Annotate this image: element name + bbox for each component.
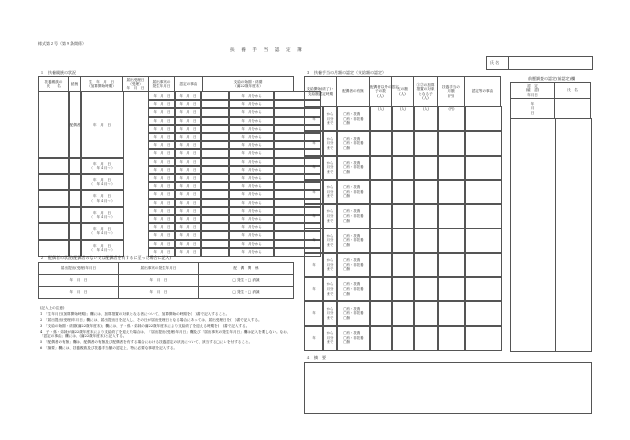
dep-row-6-0-col-6: 年 月分から [228, 239, 275, 249]
allow-row-6-col-3 [369, 252, 393, 278]
right-heading: 前歴調査の認定(前認定)欄 [528, 76, 576, 81]
col-spouse-received: 届出提出(受理)年月日 [39, 263, 119, 275]
dep-row-4-1-col-6: 年 月分から [228, 214, 275, 224]
allow-row-5-col-7 [464, 228, 502, 254]
allow-row-0-col-0: 年 [304, 106, 324, 132]
dep-row-0-7-col-3: 年 月 日 [148, 148, 176, 158]
allow-row-1-col-0: 年 [304, 130, 324, 156]
allow-row-6-col-5 [413, 252, 439, 278]
dep-row-4-0-col-6: 年 月分から [228, 206, 275, 216]
col-period: 支給の始期・終期 （満22歳年度末） [203, 77, 294, 92]
allow-row-5-col-4 [391, 228, 415, 254]
remarks-box [304, 362, 592, 414]
allow-row-3-col-6 [437, 179, 466, 205]
allow-row-4-col-1: から 月分 まで [322, 203, 338, 229]
allow-row-0-col-2: □有・扶養 □有・非扶養 □無 [336, 106, 371, 132]
col-certification-reason: 認定等の事由 [465, 77, 501, 107]
dep-row-2-0-col-6: 年 月分から [228, 173, 275, 183]
allow-row-1-col-6 [437, 130, 466, 156]
col-monthly-amount: 扶養手当の 月額 (円) [438, 77, 465, 107]
prior-table-body [510, 118, 592, 352]
col-spouse-fact: 届出事実の発生年月日 [119, 263, 199, 275]
allow-row-9-col-7 [464, 325, 502, 351]
allow-row-2-col-3 [369, 155, 393, 181]
col-received-date: 届出受理日 （受理） 年 月 日 [123, 77, 149, 92]
allow-row-6-col-4 [391, 252, 415, 278]
dep-row-0-4-col-4: 年 月 日 [174, 124, 202, 134]
dep-row-0-7-col-4: 年 月 日 [174, 148, 202, 158]
allow-row-3-col-7 [464, 179, 502, 205]
col-certified-date: 認 定 (確 認) 年月日 [511, 83, 555, 99]
allow-row-5-col-2: □有・扶養 □有・非扶養 □無 [336, 228, 371, 254]
dep-row-0-0-col-4: 年 月 日 [174, 91, 202, 101]
dep-row-4-1-col-4: 年 月 日 [174, 214, 202, 224]
dep-row-2-0-col-3: 年 月 日 [148, 173, 176, 183]
allow-row-9-col-2: □有・扶養 □有・非扶養 □無 [336, 325, 371, 351]
allow-row-3-col-3 [369, 179, 393, 205]
allow-row-1-col-2: □有・扶養 □有・非扶養 □無 [336, 130, 371, 156]
dep-row-1-0-col-4: 年 月 日 [174, 157, 202, 167]
dep-row-5-0-col-4: 年 月 日 [174, 222, 202, 232]
dep-row-3-1-col-3: 年 月 日 [148, 198, 176, 208]
allow-row-8-col-6 [437, 300, 466, 326]
allow-row-8-col-5 [413, 300, 439, 326]
allow-row-0-col-1: から 月分 まで [322, 106, 338, 132]
allow-row-7-col-5 [413, 276, 439, 302]
allow-row-4-col-5 [413, 203, 439, 229]
dep-cell-3-2: 年 月 日 （ 年４月〜） [80, 189, 124, 207]
col-relation: 続柄 [69, 77, 81, 92]
dep-row-0-3-col-4: 年 月 日 [174, 116, 202, 126]
dep-row-0-2-col-6: 年 月分から [228, 107, 275, 117]
dep-cell-5-2: 年 月 日 （ 年４月〜） [80, 222, 124, 240]
col-certifier-name: 氏 名 [555, 83, 591, 99]
prior-row1-date: 年 月 日 [511, 99, 555, 119]
notes-list [40, 312, 295, 350]
allow-row-2-col-0: 年 [304, 155, 324, 181]
allow-row-8-col-1: から 月分 まで [322, 300, 338, 326]
allow-row-9-col-0: 年 [304, 325, 324, 351]
allow-row-1-col-3 [369, 130, 393, 156]
dep-row-5-1-col-6: 年 月分から [228, 230, 275, 240]
allow-row-5-col-0: 年 [304, 228, 324, 254]
allow-row-9-col-3 [369, 325, 393, 351]
note-item: 1 「生年月日(加算開始時期)」欄には、加算措置の対象となる者について、加算開始の時期を( )書で記入すること。 [40, 311, 230, 316]
allow-row-7-col-6 [437, 276, 466, 302]
dep-row-0-4-col-6: 年 月分から [228, 124, 275, 134]
dep-cell-2-2: 年 月 日 （ 年４月〜） [80, 173, 124, 191]
allow-row-9-col-4 [391, 325, 415, 351]
allow-row-3-col-1: から 月分 まで [322, 179, 338, 205]
allow-row-5-col-5 [413, 228, 439, 254]
dep-row-0-6-col-3: 年 月 日 [148, 140, 176, 150]
allow-row-6-col-2: □有・扶養 □有・非扶養 □無 [336, 252, 371, 278]
allow-row-3-col-5 [413, 179, 439, 205]
section1-heading: １ 扶養親族の状況 [40, 70, 76, 75]
allow-row-7-col-3 [369, 276, 393, 302]
allow-row-0-col-5: (人) [413, 106, 439, 132]
allow-row-7-col-0: 年 [304, 276, 324, 302]
allow-row-0-col-7 [464, 106, 502, 132]
dep-row-4-1-col-3: 年 月 日 [148, 214, 176, 224]
dep-row-5-1-col-4: 年 月 日 [174, 230, 202, 240]
dep-row-1-1-col-6: 年 月分から [228, 165, 275, 175]
allow-row-4-col-3 [369, 203, 393, 229]
allowance-table [304, 76, 501, 107]
dep-row-6-1-col-3: 年 月 日 [148, 247, 176, 257]
allow-row-5-col-3 [369, 228, 393, 254]
dep-row-0-5-col-6: 年 月分から [228, 132, 275, 142]
allow-row-2-col-5 [413, 155, 439, 181]
dep-row-3-0-col-3: 年 月 日 [148, 189, 176, 199]
allow-row-9-col-6 [437, 325, 466, 351]
name-box [486, 56, 593, 70]
spouse-row2-date: 年 月 日 [39, 287, 119, 299]
allow-row-1-col-1: から 月分 まで [322, 130, 338, 156]
prior-table [510, 82, 591, 119]
allow-row-8-col-2: □有・扶養 □有・非扶養 □無 [336, 300, 371, 326]
dep-row-5-0-col-6: 年 月分から [228, 222, 275, 232]
allow-row-7-col-1: から 月分 まで [322, 276, 338, 302]
col-spouse-status: 配偶者の有無 [337, 77, 370, 107]
section2-heading: ２ 配偶者の状況(配偶者のない又は配偶者を有するに至った場合に記入) [40, 255, 172, 260]
dep-row-0-1-col-3: 年 月 日 [148, 99, 176, 109]
allow-row-7-col-4 [391, 276, 415, 302]
col-child-count: 配偶者以外の認定 子の数 (人) [370, 77, 392, 107]
dep-row-6-0-col-4: 年 月 日 [174, 239, 202, 249]
dep-row-0-2-col-4: 年 月 日 [174, 107, 202, 117]
note-item: 2 「届出提出(受理)年月日」欄には、届出提出日を記入し、その日が届出受理日となる場合にあっては、届出受理日を( )書で記入する。 [40, 317, 262, 322]
note-item: 4 子・孫・弟妹が満22歳年度末により支給終了を迎えた場合は、「届出提出(受理)年月日」欄及び「届出事実の発生年月日」欄は記入を要しない。なお、「認定の事由」欄には、(満22歳年度末)と記入する。 [40, 329, 291, 339]
dep-row-4-0-col-3: 年 月 日 [148, 206, 176, 216]
dep-row-2-1-col-6: 年 月分から [228, 181, 275, 191]
section3-heading: ３ 扶養手当の月額の認定（支給額の認定） [306, 70, 386, 75]
allow-row-8-col-0: 年 [304, 300, 324, 326]
spouse-row2-option: □ 発生・□ 消滅 [199, 287, 294, 299]
dep-cell-1-2: 年 月 日 （ 年４月〜） [80, 157, 124, 175]
allow-row-1-col-4 [391, 130, 415, 156]
col-spouse-relation: 配 偶 関 係 [199, 263, 294, 275]
allow-row-0-col-3: (人) [369, 106, 393, 132]
note-item: 6 「摘要」欄には、扶養親族及び扶養手当額の認定上、特に必要な事項を記入する。 [40, 345, 178, 350]
dep-row-0-0-col-6: 年 月分から [228, 91, 275, 101]
note-item: 5 「配偶者の有無」欄は、配偶者の有無及び配偶者を有する場合における扶養認定の状況について、該当する□にレを付すること。 [40, 339, 253, 344]
allow-row-1-col-7 [464, 130, 502, 156]
dep-row-0-4-col-3: 年 月 日 [148, 124, 176, 134]
dep-row-4-0-col-4: 年 月 日 [174, 206, 202, 216]
col-start-period: 支給開始(終了)・ 支給額認定時期 [305, 77, 337, 107]
notes [40, 306, 295, 350]
allow-row-8-col-7 [464, 300, 502, 326]
dep-row-5-1-col-3: 年 月 日 [148, 230, 176, 240]
allow-row-4-col-0: 年 [304, 203, 324, 229]
form-number: 様式第２号（第９条関係） [38, 41, 86, 46]
prior-row1-name [555, 99, 591, 119]
col-addition-child: ①②の加算 措置の対象 となる子 (人) [414, 77, 438, 107]
allow-row-2-col-4 [391, 155, 415, 181]
notes-heading: (記入上の注意) [40, 306, 65, 310]
allow-row-3-col-4 [391, 179, 415, 205]
allow-row-3-col-0: 年 [304, 179, 324, 205]
dep-row-0-1-col-4: 年 月 日 [174, 99, 202, 109]
dep-cell-0-1: 配偶者 [68, 91, 82, 159]
dep-row-0-0-col-3: 年 月 日 [148, 91, 176, 101]
allow-row-4-col-4 [391, 203, 415, 229]
dep-row-0-1-col-6: 年 月分から [228, 99, 275, 109]
allow-row-0-col-4: (人) [391, 106, 415, 132]
allow-row-7-col-2: □有・扶養 □有・非扶養 □無 [336, 276, 371, 302]
allow-row-2-col-1: から 月分 まで [322, 155, 338, 181]
spouse-row1-fact: 年 月 日 [119, 275, 199, 287]
allow-row-7-col-7 [464, 276, 502, 302]
allow-row-6-col-0: 年 [304, 252, 324, 278]
section4-heading: ４ 摘 要 [306, 355, 326, 360]
allow-row-5-col-6 [437, 228, 466, 254]
dependents-table [38, 76, 294, 92]
dep-cell-0-2: 年 月 日 [80, 91, 124, 159]
dep-row-3-1-col-6: 年 月分から [228, 198, 275, 208]
col-fact-date: 届出事実の 発生年月日 [149, 77, 175, 92]
col-other-count: 左の額 (人) [392, 77, 414, 107]
page-title: 扶 養 手 当 認 定 簿 [230, 48, 303, 53]
allow-row-9-col-1: から 月分 まで [322, 325, 338, 351]
dep-row-1-0-col-3: 年 月 日 [148, 157, 176, 167]
dep-row-0-6-col-6: 年 月分から [228, 140, 275, 150]
dep-cell-0-0 [38, 91, 70, 159]
allow-row-9-col-5 [413, 325, 439, 351]
dep-row-2-1-col-4: 年 月 日 [174, 181, 202, 191]
dep-row-0-3-col-3: 年 月 日 [148, 116, 176, 126]
dep-row-0-3-col-6: 年 月分から [228, 116, 275, 126]
dep-cell-4-2: 年 月 日 （ 年４月〜） [80, 206, 124, 224]
spouse-row1-date: 年 月 日 [39, 275, 119, 287]
allow-row-0-col-6: (円) [437, 106, 466, 132]
dep-row-6-1-col-5 [200, 247, 230, 257]
dep-row-2-0-col-4: 年 月 日 [174, 173, 202, 183]
col-dependent-name: 扶養親族の 氏 名 [39, 77, 69, 92]
dep-row-0-6-col-4: 年 月 日 [174, 140, 202, 150]
spouse-row1-option: □ 発生・□ 消滅 [199, 275, 294, 287]
allow-row-1-col-5 [413, 130, 439, 156]
col-birthdate: 生 年 月 日 （加算開始時期） [81, 77, 123, 92]
allow-row-3-col-2: □有・扶養 □有・非扶養 □無 [336, 179, 371, 205]
allow-row-8-col-3 [369, 300, 393, 326]
note-item: 3 「支給の始期・終期(満22歳年度末)」欄には、子・孫・弟妹の満22歳年度末により支給終了を迎える時期を( )書で記入する。 [40, 323, 250, 328]
dep-row-1-1-col-4: 年 月 日 [174, 165, 202, 175]
allow-row-6-col-1: から 月分 まで [322, 252, 338, 278]
dep-row-5-0-col-3: 年 月 日 [148, 222, 176, 232]
dep-row-3-0-col-6: 年 月分から [228, 189, 275, 199]
dep-row-3-0-col-4: 年 月 日 [174, 189, 202, 199]
spouse-row2-fact: 年 月 日 [119, 287, 199, 299]
spouse-table [38, 262, 294, 299]
dep-row-0-5-col-4: 年 月 日 [174, 132, 202, 142]
allow-row-2-col-7 [464, 155, 502, 181]
allow-row-4-col-7 [464, 203, 502, 229]
dep-cell-6-2: 年 月 日 （ 年４月〜） [80, 239, 124, 257]
dep-row-0-2-col-3: 年 月 日 [148, 107, 176, 117]
col-reason: 認定の事由 [175, 77, 203, 92]
dep-row-6-1-col-4: 年 月 日 [174, 247, 202, 257]
dep-row-6-1-col-6: 年 月分から [228, 247, 275, 257]
dep-row-0-5-col-3: 年 月 日 [148, 132, 176, 142]
allow-row-8-col-4 [391, 300, 415, 326]
dep-row-1-1-col-3: 年 月 日 [148, 165, 176, 175]
allow-row-2-col-2: □有・扶養 □有・非扶養 □無 [336, 155, 371, 181]
name-label: 氏 名 [490, 60, 500, 65]
allow-row-5-col-1: から 月分 まで [322, 228, 338, 254]
dep-row-2-1-col-3: 年 月 日 [148, 181, 176, 191]
allow-row-6-col-6 [437, 252, 466, 278]
allow-row-2-col-6 [437, 155, 466, 181]
dep-row-0-7-col-6: 年 月分から [228, 148, 275, 158]
dep-row-3-1-col-4: 年 月 日 [174, 198, 202, 208]
allow-row-6-col-7 [464, 252, 502, 278]
allow-row-4-col-2: □有・扶養 □有・非扶養 □無 [336, 203, 371, 229]
dep-row-1-0-col-6: 年 月分から [228, 157, 275, 167]
dep-row-6-0-col-3: 年 月 日 [148, 239, 176, 249]
allow-row-4-col-6 [437, 203, 466, 229]
